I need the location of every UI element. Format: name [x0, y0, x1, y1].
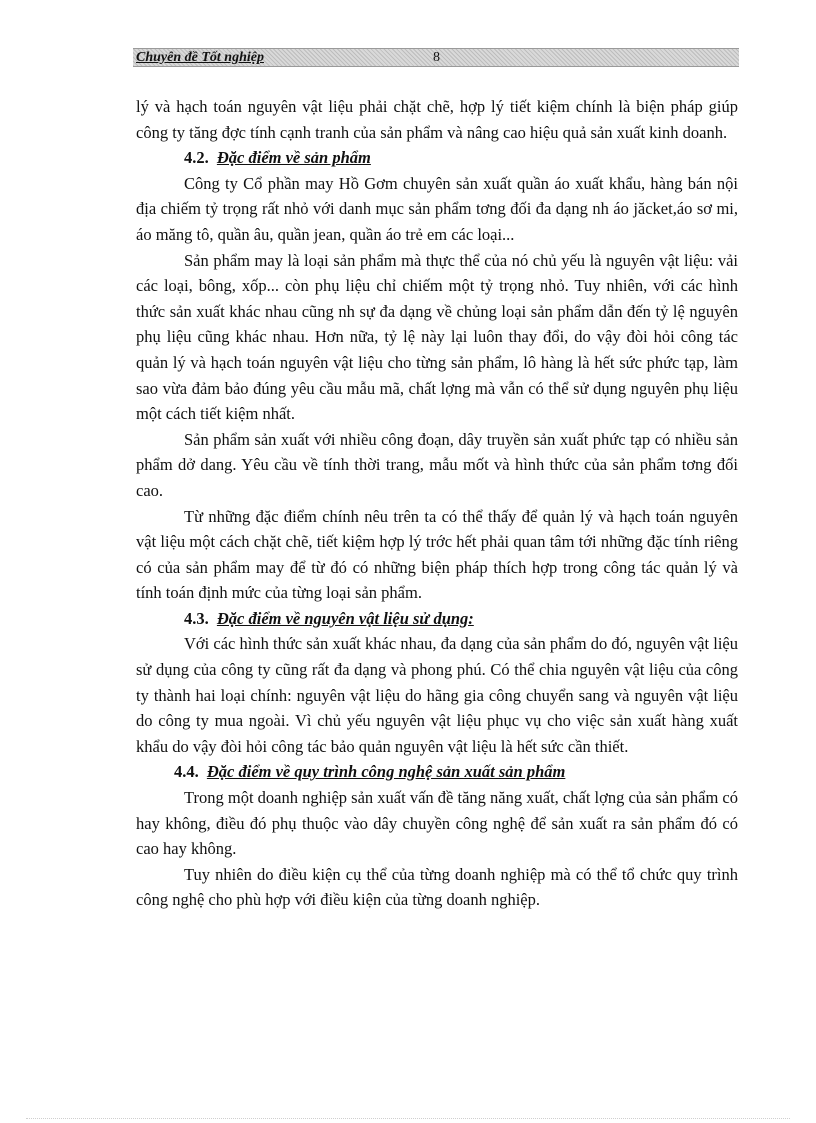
section-number: 4.4. — [174, 762, 199, 782]
header-title: Chuyên đề Tốt nghiệp — [136, 50, 264, 65]
section-number: 4.2. — [184, 148, 209, 168]
page-number: 8 — [433, 50, 440, 65]
section-title: Đặc điểm về sản phẩm — [216, 148, 371, 168]
paragraph: lý và hạch toán nguyên vật liệu phải chặt chẽ, hợp lý tiết kiệm chính là biện pháp giúp công ty tăng đợc tính cạnh tranh của sản phẩm và nâng cao hiệu quả sản xuất kinh doanh. — [136, 97, 738, 142]
section-heading-4-2 — [136, 145, 738, 171]
running-header — [133, 48, 739, 67]
section-title: Đặc điểm về nguyên vật liệu sử dụng: — [216, 608, 474, 628]
paragraph: Tuy nhiên do điều kiện cụ thể của từng doanh nghiệp mà có thể tổ chức quy trình công nghệ cho phù hợp với điều kiện của từng doanh nghiệp. — [136, 864, 738, 910]
paragraph: Công ty Cổ phần may Hồ Gơm chuyên sản xuất quần áo xuất khẩu, hàng bán nội địa chiếm tỷ trọng rất nhỏ với danh mục sản phẩm tơng đối đa dạng nh áo jăcket,áo sơ mi, áo măng tô, quần âu, quần jean, quần áo trẻ em các loại... — [136, 173, 738, 244]
section-heading-4-4 — [136, 759, 738, 785]
paragraph: Trong một doanh nghiệp sản xuất vấn đề tăng năng xuất, chất lợng của sản phẩm có hay không, điều đó phụ thuộc vào dây chuyền công nghệ để sản xuất ra sản phẩm đó có cao hay không. — [136, 788, 738, 859]
paragraph: Sản phẩm sản xuất với nhiều công đoạn, dây truyền sản xuất phức tạp có nhiều sản phẩm dở dang. Yêu cầu về tính thời trang, mẫu mốt và hình thức của sản phẩm tơng đối cao. — [136, 429, 738, 500]
document-body — [136, 94, 738, 913]
section-title: Đặc điểm về quy trình công nghệ sản xuất sản phẩm — [206, 762, 566, 782]
paragraph: Với các hình thức sản xuất khác nhau, đa dạng của sản phẩm do đó, nguyên vật liệu sử dụng của công ty cũng rất đa dạng và phong phú. Có thể chia nguyên vật liệu của công ty thành hai loại chính: nguyên vật liệu do hãng gia công chuyển sang và nguyên vật liệu do công ty mua ngoài. Vì chủ yếu nguyên vật liệu phục vụ cho việc sản xuất hàng xuất khẩu do vậy đòi hỏi công tác bảo quản nguyên vật liệu là hết sức cần thiết. — [136, 634, 738, 756]
page-bottom-rule — [26, 1118, 790, 1119]
section-heading-4-3 — [136, 606, 738, 632]
section-number: 4.3. — [184, 608, 209, 628]
paragraph: Từ những đặc điểm chính nêu trên ta có thể thấy để quản lý và hạch toán nguyên vật liệu một cách chặt chẽ, tiết kiệm hợp lý trớc hết phải quan tâm tới những đặc tính riêng có của sản phẩm may để từ đó có những biện pháp thích hợp trong công tác quản lý và tính toán định mức của từng loại sản phẩm. — [136, 506, 738, 603]
paragraph: Sản phẩm may là loại sản phẩm mà thực thể của nó chủ yếu là nguyên vật liệu: vải các loại, bông, xốp... còn phụ liệu chỉ chiếm một tỷ trọng nhỏ. Tuy nhiên, với các hình thức sản xuất khác nhau cũng nh sự đa dạng về chủng loại sản phẩm dẫn đến tỷ lệ nguyên phụ liệu cũng khác nhau. Hơn nữa, tỷ lệ này lại luôn thay đổi, do vậy đòi hỏi công tác quản lý và hạch toán nguyên vật liệu cho từng sản phẩm, lô hàng là hết sức phức tạp, làm sao vừa đảm bảo đúng yêu cầu mẫu mã, chất lợng mà vẫn có thể sử dụng nguyên phụ liệu một cách tiết kiệm nhất. — [136, 250, 738, 424]
